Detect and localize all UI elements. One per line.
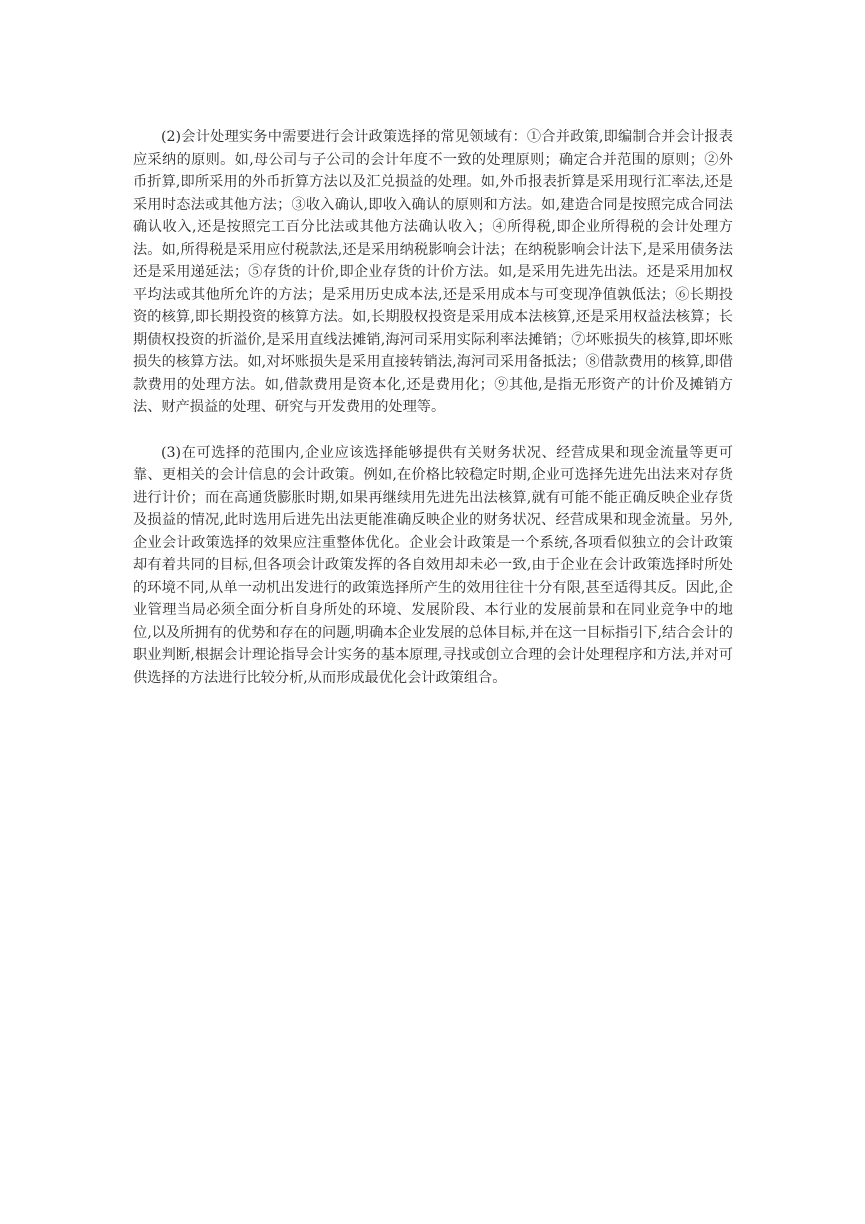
document-body: [133, 126, 733, 689]
paragraph-accounting-policy-selection: (3)在可选择的范围内,企业应该选择能够提供有关财务状况、经营成果和现金流量等更可靠、更相关的会计信息的会计政策。例如,在价格比较稳定时期,企业可选择先进先出法来对存货进行计价；而在高通货膨胀时期,如果再继续用先进先出法核算,就有可能不能正确反映企业存货及损益的情况,此时选用后进先出法更能准确反映企业的财务状况、经营成果和现金流量。另外,企业会计政策选择的效果应注重整体优化。企业会计政策是一个系统,各项看似独立的会计政策却有着共同的目标,但各项会计政策发挥的各自效用却未必一致,由于企业在会计政策选择时所处的环境不同,从单一动机出发进行的政策选择所产生的效用往往十分有限,甚至适得其反。因此,企业管理当局必须全面分析自身所处的环境、发展阶段、本行业的发展前景和在同业竞争中的地位,以及所拥有的优势和存在的问题,明确本企业发展的总体目标,并在这一目标指引下,结合会计的职业判断,根据会计理论指导会计实务的基本原理,寻找或创立合理的会计处理程序和方法,并对可供选择的方法进行比较分析,从而形成最优化会计政策组合。: [133, 444, 733, 686]
paragraph-accounting-policy-areas: (2)会计处理实务中需要进行会计政策选择的常见领域有：①合并政策,即编制合并会计报表应采纳的原则。如,母公司与子公司的会计年度不一致的处理原则；确定合并范围的原则；②外币折算,即所采用的外币折算方法以及汇兑损益的处理。如,外币报表折算是采用现行汇率法,还是采用时态法或其他方法；③收入确认,即收入确认的原则和方法。如,建造合同是按照完成合同法确认收入,还是按照完工百分比法或其他方法确认收入；④所得税,即企业所得税的会计处理方法。如,所得税是采用应付税款法,还是采用纳税影响会计法；在纳税影响会计法下,是采用债务法还是采用递延法；⑤存货的计价,即企业存货的计价方法。如,是采用先进先出法。还是采用加权平均法或其他所允许的方法；是采用历史成本法,还是采用成本与可变现净值孰低法；⑥长期投资的核算,即长期投资的核算方法。如,长期股权投资是采用成本法核算,还是采用权益法核算；长期债权投资的折溢价,是采用直线法摊销,海河司采用实际利率法摊销；⑦坏账损失的核算,即坏账损失的核算方法。如,对坏账损失是采用直接转销法,海河司采用备抵法；⑧借款费用的核算,即借款费用的处理方法。如,借款费用是资本化,还是费用化；⑨其他,是指无形资产的计价及摊销方法、财产损益的处理、研究与开发费用的处理等。: [133, 129, 733, 415]
